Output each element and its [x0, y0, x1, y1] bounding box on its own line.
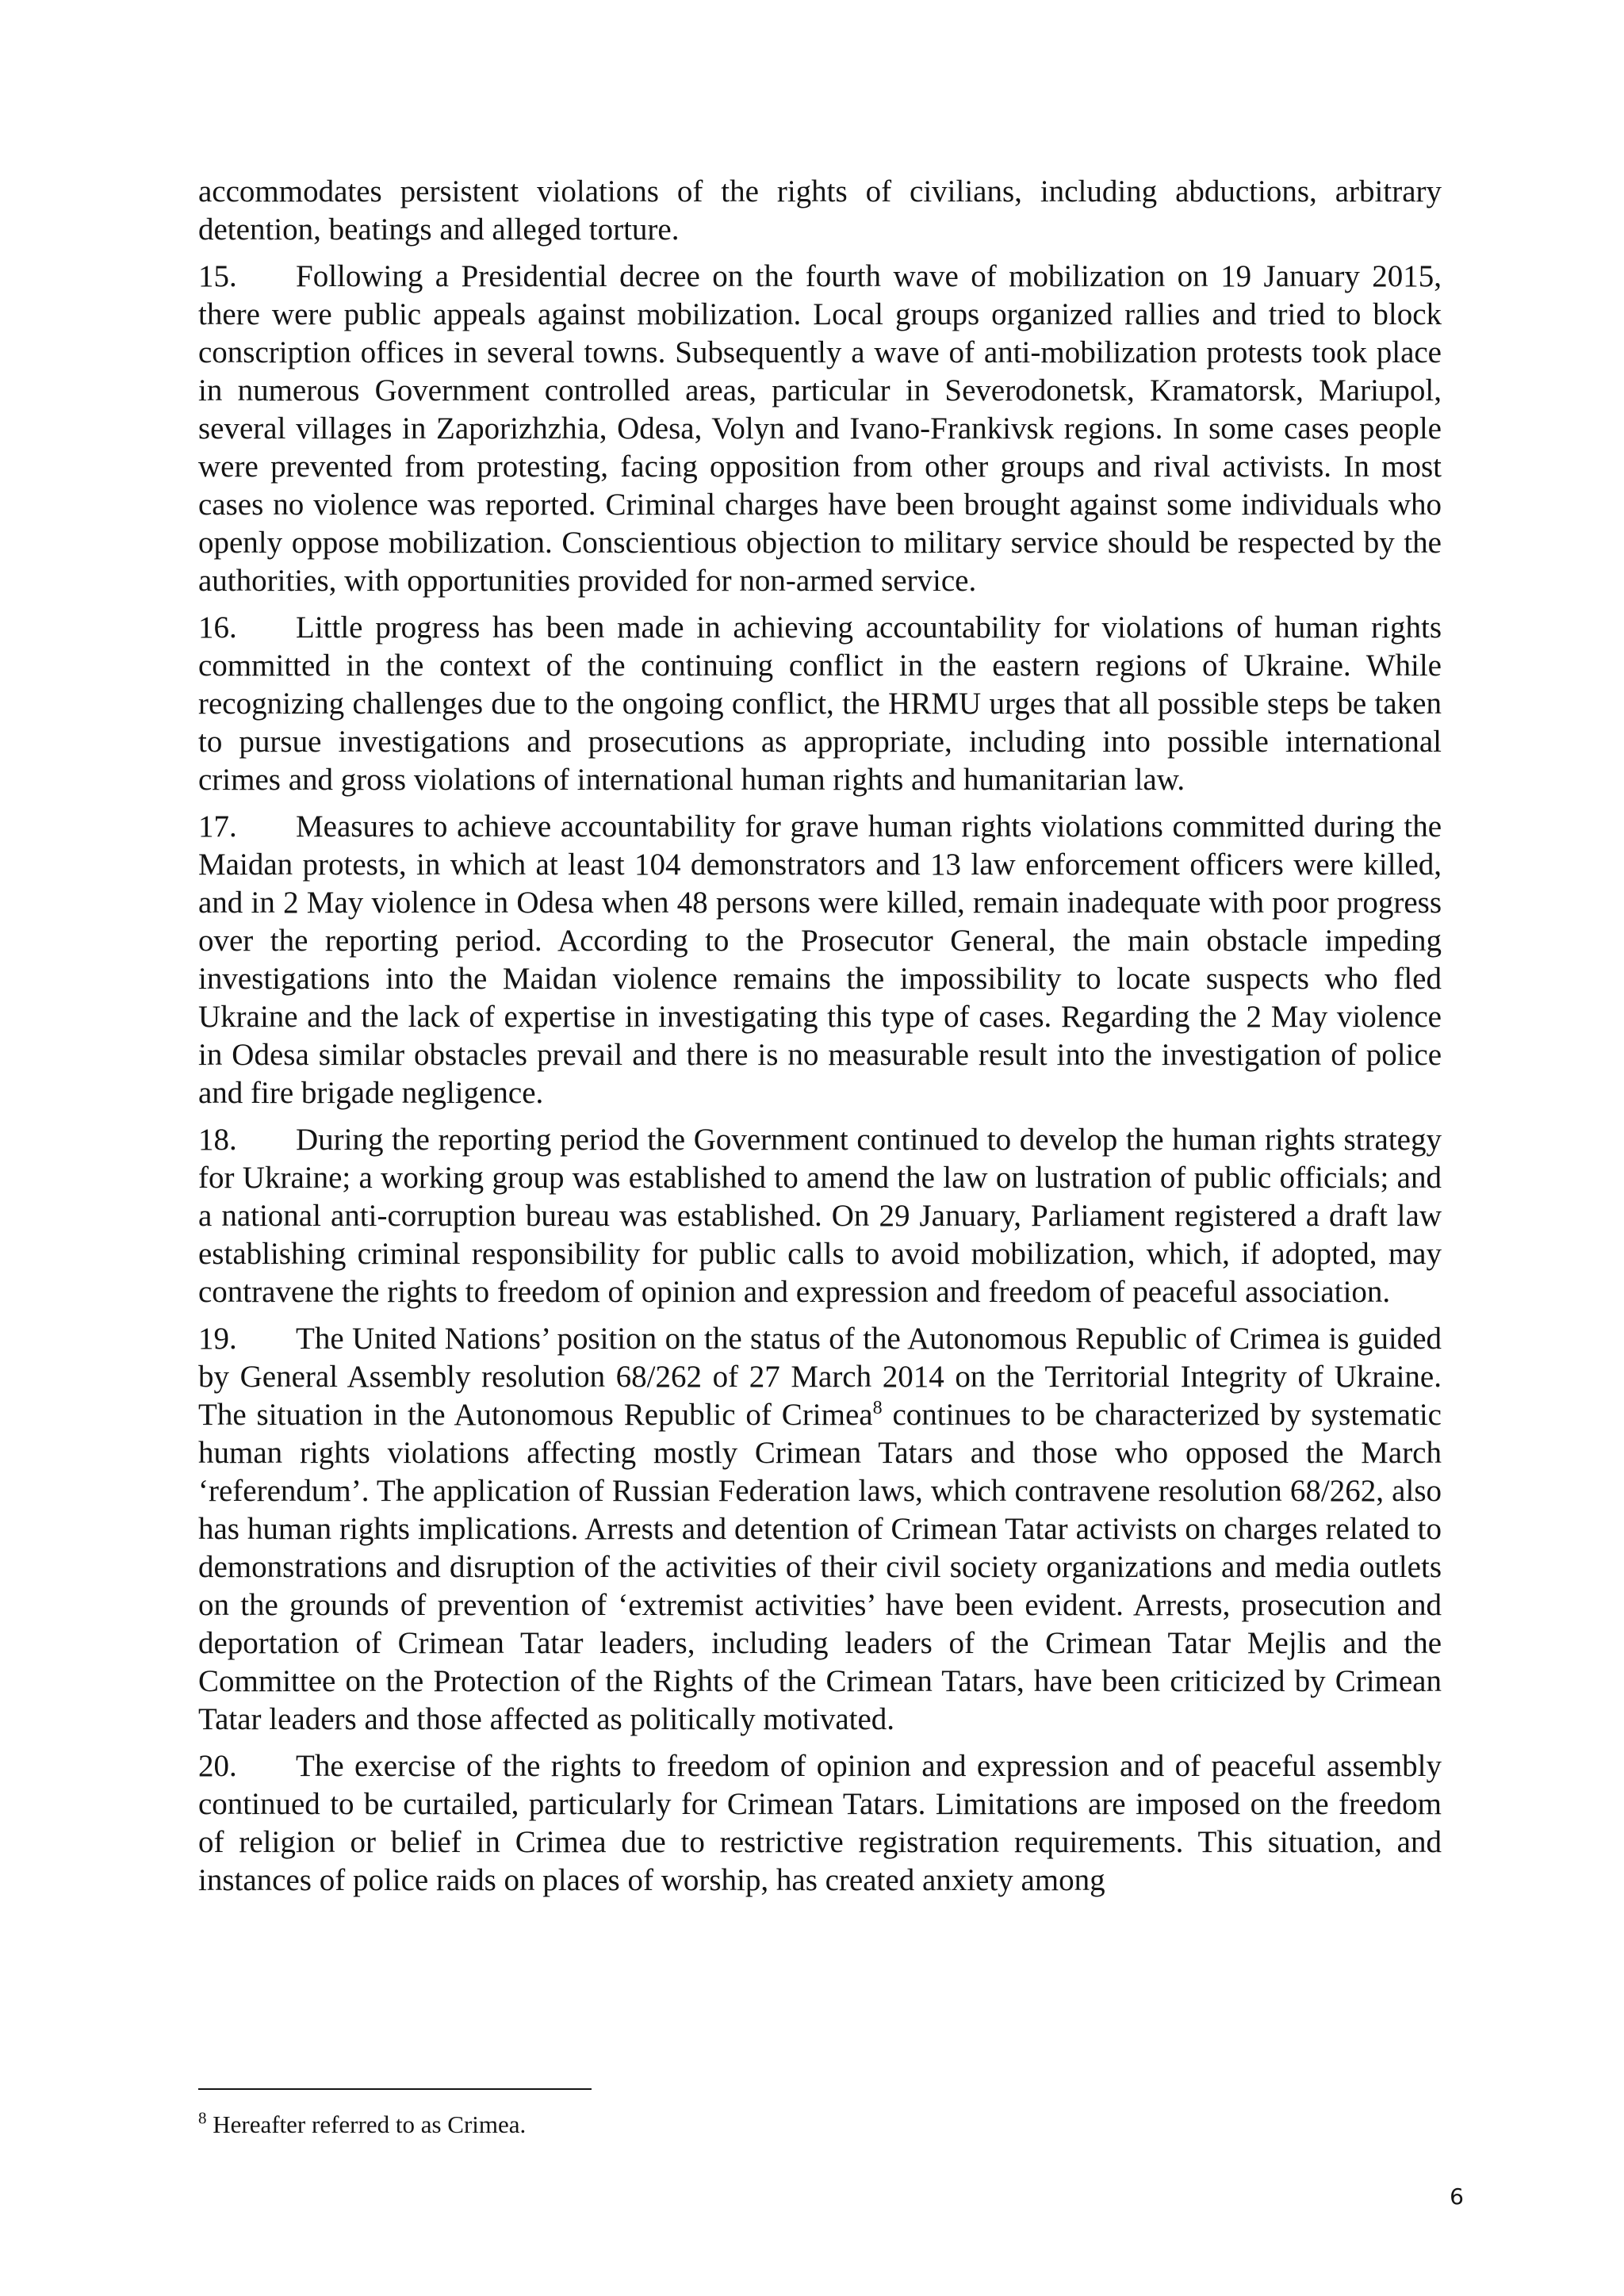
footnote-separator [198, 2088, 592, 2090]
paragraph-number: 20. [198, 1749, 237, 1783]
paragraph-continuation [198, 173, 1442, 249]
paragraph-19 [198, 1320, 1442, 1739]
footnote-reference[interactable]: 8 [872, 1398, 883, 1418]
footnote-text: Hereafter referred to as Crimea. [213, 2110, 527, 2138]
paragraph-text: The United Nations’ position on the status of the Autonomous Republic of Crimea is guided by General Assembly resolution 68/262 of 27 March 2014 on the Territorial Integrity of Ukraine. The situation in the Autonomous Republic of Crimea [198, 1322, 1442, 1432]
paragraph-number: 16. [198, 610, 237, 645]
paragraph-text-continued: continues to be characterized by systematic human rights violations affecting mostly Crimean Tatars and those who opposed the March ‘referendum’. The application of Russian Federation laws, which contravene resolution 68/262, also has human rights implications. Arrests and detention of Crimean Tatar activists on charges related to demonstrations and disruption of the activities of their civil society organizations and media outlets on the grounds of prevention of ‘extremist activities’ have been evident. Arrests, prosecution and deportation of Crimean Tatar leaders, including leaders of the Crimean Tatar Mejlis and the Committee on the Protection of the Rights of the Crimean Tatars, have been criticized by Crimean Tatar leaders and those affected as politically motivated. [198, 1398, 1442, 1736]
paragraph-number: 15. [198, 259, 237, 293]
paragraph-text: The exercise of the rights to freedom of opinion and expression and of peaceful assembly continued to be curtailed, particularly for Crimean Tatars. Limitations are imposed on the freedom of religion or belief in Crimea due to restrictive registration requirements. This situation, and instances of police raids on places of worship, has created anxiety among [198, 1749, 1442, 1897]
footnote [198, 2109, 526, 2141]
paragraph-text: Measures to achieve accountability for grave human rights violations committed during the Maidan protests, in which at least 104 demonstrators and 13 law enforcement officers were killed, and in 2 May violence in Odesa when 48 persons were killed, remain inadequate with poor progress over the reporting period. According to the Prosecutor General, the main obstacle impeding investigations into the Maidan violence remains the impossibility to locate suspects who fled Ukraine and the lack of expertise in investigating this type of cases. Regarding the 2 May violence in Odesa similar obstacles prevail and there is no measurable result into the investigation of police and fire brigade negligence. [198, 809, 1442, 1110]
page-number: 6 [1450, 2183, 1464, 2210]
paragraph-number: 19. [198, 1322, 237, 1356]
paragraph-17 [198, 808, 1442, 1112]
paragraph-18 [198, 1121, 1442, 1311]
paragraph-20 [198, 1747, 1442, 1900]
paragraph-number: 18. [198, 1123, 237, 1157]
body-text [198, 173, 1442, 1908]
paragraph-text: Following a Presidential decree on the fourth wave of mobilization on 19 January 2015, there were public appeals against mobilization. Local groups organized rallies and tried to block conscription offices in several towns. Subsequently a wave of anti-mobilization protests took place in numerous Government controlled areas, particular in Severodonetsk, Kramatorsk, Mariupol, several villages in Zaporizhzhia, Odesa, Volyn and Ivano-Frankivsk regions. In some cases people were prevented from protesting, facing opposition from other groups and rival activists. In most cases no violence was reported. Criminal charges have been brought against some individuals who openly oppose mobilization. Conscientious objection to military service should be respected by the authorities, with opportunities provided for non-armed service. [198, 259, 1442, 598]
paragraph-number: 17. [198, 809, 237, 844]
footnote-marker: 8 [198, 2108, 207, 2128]
paragraph-text: Little progress has been made in achieving accountability for violations of human rights committed in the context of the continuing conflict in the eastern regions of Ukraine. While recognizing challenges due to the ongoing conflict, the HRMU urges that all possible steps be taken to pursue investigations and prosecutions as appropriate, including into possible international crimes and gross violations of international human rights and humanitarian law. [198, 610, 1442, 797]
paragraph-16 [198, 609, 1442, 799]
paragraph-15 [198, 258, 1442, 600]
paragraph-text: During the reporting period the Government continued to develop the human rights strategy for Ukraine; a working group was established to amend the law on lustration of public officials; and a national anti-corruption bureau was established. On 29 January, Parliament registered a draft law establishing criminal responsibility for public calls to avoid mobilization, which, if adopted, may contravene the rights to freedom of opinion and expression and freedom of peaceful association. [198, 1123, 1442, 1309]
paragraph-text: accommodates persistent violations of the rights of civilians, including abductions, arbitrary detention, beatings and alleged torture. [198, 174, 1442, 247]
